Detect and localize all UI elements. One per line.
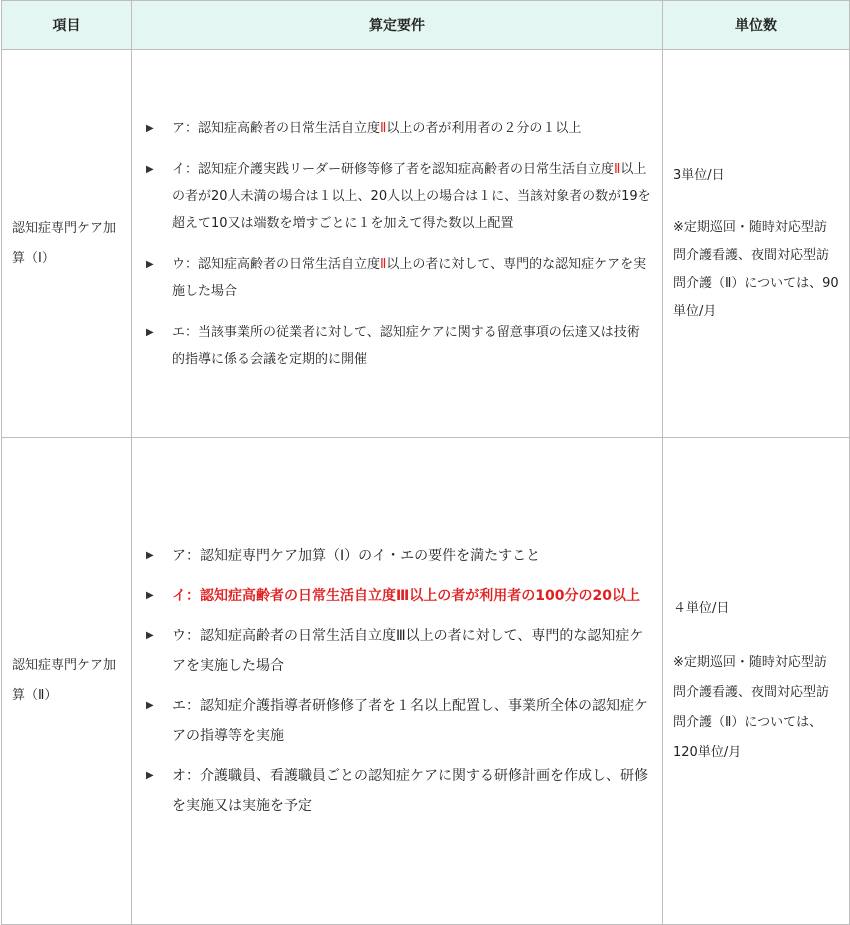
unit-note: ※定期巡回・随時対応型訪問介護看護、夜間対応型訪問介護（Ⅱ）については、90単位/月: [673, 219, 839, 319]
triangle-bullet-icon: ▶: [146, 163, 154, 175]
header-requirements: 算定要件: [132, 1, 663, 50]
table-row: [2, 50, 850, 438]
requirement-list: [146, 541, 652, 821]
triangle-bullet-icon: ▶: [146, 326, 154, 338]
header-item: 項目: [2, 1, 132, 50]
item-cell: 認知症専門ケア加算（Ⅱ）: [2, 438, 132, 925]
requirement-item: ▶ エ：当該事業所の従業者に対して、認知症ケアに関する留意事項の伝達又は技術的指導に係る会議を定期的に開催: [172, 319, 652, 373]
units-cell: [663, 50, 850, 438]
requirement-list: [146, 115, 652, 373]
requirement-item: ▶ イ：認知症介護実践リーダー研修等修了者を認知症高齢者の日常生活自立度Ⅱ以上の者が20人未満の場合は１以上、20人以上の場合は１に、当該対象者の数が19を超えて10又は端数を増すごとに１を加えて得た数以上配置: [172, 156, 652, 237]
triangle-bullet-icon: ▶: [146, 258, 154, 270]
requirement-item: ▶ ウ：認知症高齢者の日常生活自立度Ⅱ以上の者に対して、専門的な認知症ケアを実施した場合: [172, 251, 652, 305]
requirement-item: ▶ ア：認知症高齢者の日常生活自立度Ⅱ以上の者が利用者の２分の１以上: [172, 115, 652, 142]
item-cell: 認知症専門ケア加算（Ⅰ）: [2, 50, 132, 438]
requirement-item: ▶ エ：認知症介護指導者研修修了者を１名以上配置し、事業所全体の認知症ケアの指導等を実施: [172, 691, 652, 751]
units-cell: [663, 438, 850, 925]
triangle-bullet-icon: ▶: [146, 700, 154, 711]
triangle-bullet-icon: ▶: [146, 122, 154, 134]
unit-value: 3単位/日: [673, 167, 725, 183]
triangle-bullet-icon: ▶: [146, 770, 154, 781]
table-header-row: [2, 1, 850, 50]
care-addition-table: [1, 0, 850, 925]
requirement-item: ▶ ア：認知症専門ケア加算（Ⅰ）のイ・エの要件を満たすこと: [172, 541, 652, 571]
requirements-cell: [132, 50, 663, 438]
requirement-item: ▶ オ：介護職員、看護職員ごとの認知症ケアに関する研修計画を作成し、研修を実施又は実施を予定: [172, 761, 652, 821]
header-units: 単位数: [663, 1, 850, 50]
table-row: [2, 438, 850, 925]
triangle-bullet-icon: ▶: [146, 590, 154, 601]
requirement-item-highlighted: ▶ イ：認知症高齢者の日常生活自立度Ⅲ以上の者が利用者の100分の20以上: [172, 581, 652, 611]
unit-value: ４単位/日: [673, 601, 730, 616]
requirement-item: ▶ ウ：認知症高齢者の日常生活自立度Ⅲ以上の者に対して、専門的な認知症ケアを実施した場合: [172, 621, 652, 681]
unit-note: ※定期巡回・随時対応型訪問介護看護、夜間対応型訪問介護（Ⅱ）については、120単位/月: [673, 655, 830, 760]
triangle-bullet-icon: ▶: [146, 630, 154, 641]
requirements-cell: [132, 438, 663, 925]
triangle-bullet-icon: ▶: [146, 550, 154, 561]
